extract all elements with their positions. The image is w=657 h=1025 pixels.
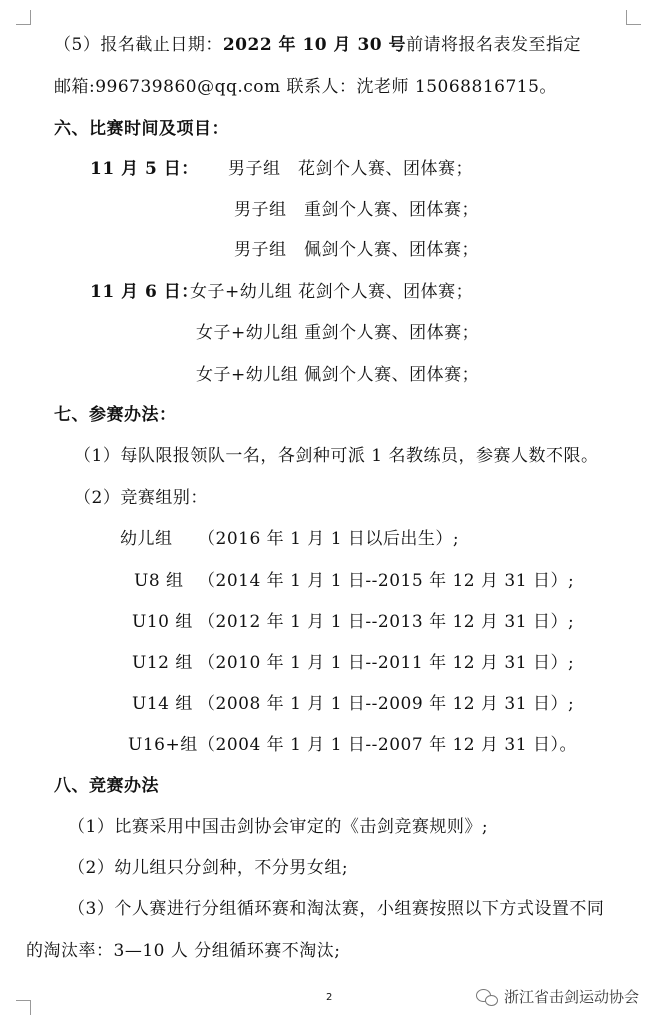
corner-mark-top-left (16, 10, 31, 25)
day1-label: 11 月 5 日： (90, 159, 199, 179)
day2-label: 11 月 6 日： (90, 282, 199, 302)
day1-item: 男子组 佩剑个人赛、团体赛； (234, 240, 479, 260)
group-range: （2010 年 1 月 1 日--2011 年 12 月 31 日）; (198, 653, 575, 673)
group-range: （2014 年 1 月 1 日--2015 年 12 月 31 日）; (198, 571, 575, 591)
group-range: （2008 年 1 月 1 日--2009 年 12 月 31 日）; (198, 694, 575, 714)
corner-mark-top-right (626, 10, 641, 25)
section-7-heading: 七、参赛办法： (54, 405, 177, 425)
day2-item: 女子+幼儿组 佩剑个人赛、团体赛； (196, 365, 480, 385)
page-number: 2 (326, 992, 333, 1003)
deadline-date: 2022 年 10 月 30 号 (222, 35, 407, 55)
group-name: U12 组 (132, 653, 193, 673)
group-range: （2004 年 1 月 1 日--2007 年 12 月 31 日）。 (198, 735, 577, 755)
section-8-item-2: （2）幼儿组只分剑种，不分男女组; (68, 858, 349, 878)
section-6-heading: 六、比赛时间及项目： (54, 119, 229, 139)
watermark-text: 浙江省击剑运动协会 (503, 988, 639, 1006)
day1-item: 男子组 重剑个人赛、团体赛； (234, 200, 479, 220)
section-8-item-1: （1）比赛采用中国击剑协会审定的《击剑竞赛规则》; (68, 817, 489, 837)
group-name: U8 组 (134, 571, 184, 591)
day2-item: 女子+幼儿组 花剑个人赛、团体赛； (190, 282, 474, 302)
group-range: （2016 年 1 月 1 日以后出生）; (198, 529, 460, 549)
corner-mark-bottom-left (16, 1000, 31, 1015)
section-8-item-3-continued: 的淘汰率：3—10 人 分组循环赛不淘汰; (26, 941, 341, 961)
section-7-item-2: （2）竞赛组别： (74, 488, 208, 508)
section-8-item-3: （3）个人赛进行分组循环赛和淘汰赛，小组赛按照以下方式设置不同 (68, 899, 605, 919)
watermark (476, 986, 639, 1007)
day2-item: 女子+幼儿组 重剑个人赛、团体赛； (196, 323, 480, 343)
deadline-line-2: 邮箱:996739860@qq.com 联系人：沈老师 15068816715。 (54, 77, 557, 97)
group-name: U16+组 (128, 735, 198, 755)
group-name: U10 组 (132, 612, 193, 632)
deadline-prefix: （5）报名截止日期： (54, 35, 223, 55)
deadline-line-1 (54, 34, 581, 56)
group-name: U14 组 (132, 694, 193, 714)
wechat-icon (476, 988, 498, 1006)
group-range: （2012 年 1 月 1 日--2013 年 12 月 31 日）; (198, 612, 575, 632)
group-name: 幼儿组 (120, 529, 173, 549)
section-7-item-1: （1）每队限报领队一名，各剑种可派 1 名教练员，参赛人数不限。 (74, 446, 599, 466)
section-8-heading: 八、竞赛办法 (54, 776, 159, 796)
deadline-suffix: 前请将报名表发至指定 (406, 35, 582, 55)
day1-item: 男子组 花剑个人赛、团体赛； (228, 159, 473, 179)
